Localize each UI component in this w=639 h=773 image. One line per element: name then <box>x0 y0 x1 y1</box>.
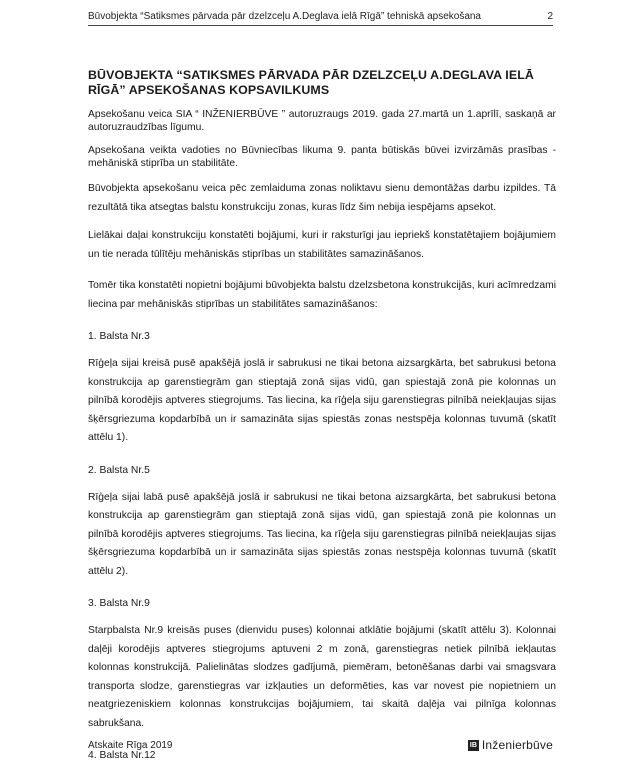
paragraph-4: Lielākai daļai konstrukciju konstatēti bojājumi, kuri ir raksturīgi jau iepriekš konstatētajiem bojājumiem un tie nerada tūlītēju mehāniskās stiprības un stabilitātes samazināšanos. <box>88 230 556 260</box>
company-logo <box>468 738 553 752</box>
section-text-3: Starpbalsta Nr.9 kreisās puses (dienvidu puses) kolonnai atklātie bojājumi (skatīt attēlu 3). Kolonnai daļēji korodējis aptveres stiegrojums aptuveni 2 m zonā, garenstiegras netiek pilnībā iekļautas kolonnas konstrukcijā. Palielinātas slodzes gadījumā, piemēram, betonēšanas darbi vai smagsvara transporta slodze, garenstiegras var izkļauties un deformēties, kas var novest pie nopietniem un neatgriezeniskiem kolonnas konstrukcijas bojājumiem, tai skaitā daļēja vai pilnīga kolonnas sabrukšana. <box>88 625 556 729</box>
section-heading-1: 1. Balsta Nr.3 <box>88 331 150 342</box>
section-heading-4: 4. Balsta Nr.12 <box>88 750 156 761</box>
paragraph-1: Apsekošanu veica SIA “ INŽENIERBŪVE ” autoruzraugs 2019. gada 27.martā un 1.aprīlī, saskaņā ar autoruzraudzības līgumu. <box>88 109 556 133</box>
page-number: 2 <box>547 11 553 22</box>
paragraph-2: Apsekošana veikta vadoties no Būvniecības likuma 9. panta būtiskās būvei izvirzāmās prasības - mehāniskā stiprība un stabilitāte. <box>88 145 556 169</box>
page-footer <box>88 738 553 754</box>
section-text-1: Rīģeļa sijai kreisā pusē apakšējā joslā ir sabrukusi ne tikai betona aizsargkārta, bet sabrukusi betona konstrukcija ap garenstiegrām gan stieptajā zonā sijas vidū, gan spiestajā zonā pie kolonnas un pilnībā korodējis aptveres stiegrojums. Tas liecina, ka rīģeļa siju garenstiegras pilnībā neiekļaujas sijas šķērsgriezuma kopdarbībā un ir samazināta sijas spiestās zonas nestspēja kolonnas tuvumā (skatīt attēlu 1). <box>88 358 556 443</box>
running-header <box>88 11 553 26</box>
running-title: Būvobjekta “Satiksmes pārvada pār dzelzceļu A.Deglava ielā Rīgā” tehniskā apsekošana <box>88 11 481 22</box>
footer-report-label: Atskaite Rīga 2019 <box>88 740 173 751</box>
company-name: Inženierbūve <box>481 738 553 752</box>
section-text-2: Rīģeļa sijai labā pusē apakšējā joslā ir sabrukusi ne tikai betona aizsargkārta, bet sabrukusi betona konstrukcija ap garenstiegrām gan stieptajā zonā sijas vidū, gan spiestajā zonā pie kolonnas un pilnībā korodējis aptveres stiegrojums. Tas liecina, ka rīģeļa siju garenstiegras pilnībā neiekļaujas sijas šķērsgriezuma kopdarbībā un ir samazināta sijas spiestās zonas nestspēja kolonnas tuvumā (skatīt attēlu 2). <box>88 491 556 577</box>
section-heading-3: 3. Balsta Nr.9 <box>88 598 150 609</box>
document-body <box>88 68 556 762</box>
document-title: BŪVOBJEKTA “SATIKSMES PĀRVADA PĀR DZELZCEĻU A.DEGLAVA IELĀ RĪGĀ” APSEKOŠANAS KOPSAVILKUMS <box>88 68 534 97</box>
paragraph-3: Būvobjekta apsekošanu veica pēc zemlaiduma zonas noliktavu sienu demontāžas darbu izpildes. Tā rezultātā tika atsegtas balstu konstrukciju zonas, kuras līdz šim nebija iespējams apsekot. <box>88 183 556 213</box>
company-logo-icon: IB <box>469 741 477 749</box>
section-heading-2: 2. Balsta Nr.5 <box>88 464 150 476</box>
paragraph-5: Tomēr tika konstatēti nopietni bojājumi būvobjekta balstu dzelzsbetona konstrukcijās, kuri acīmredzami liecina par mehāniskās stiprības un stabilitātes samazināšanos: <box>88 280 556 310</box>
